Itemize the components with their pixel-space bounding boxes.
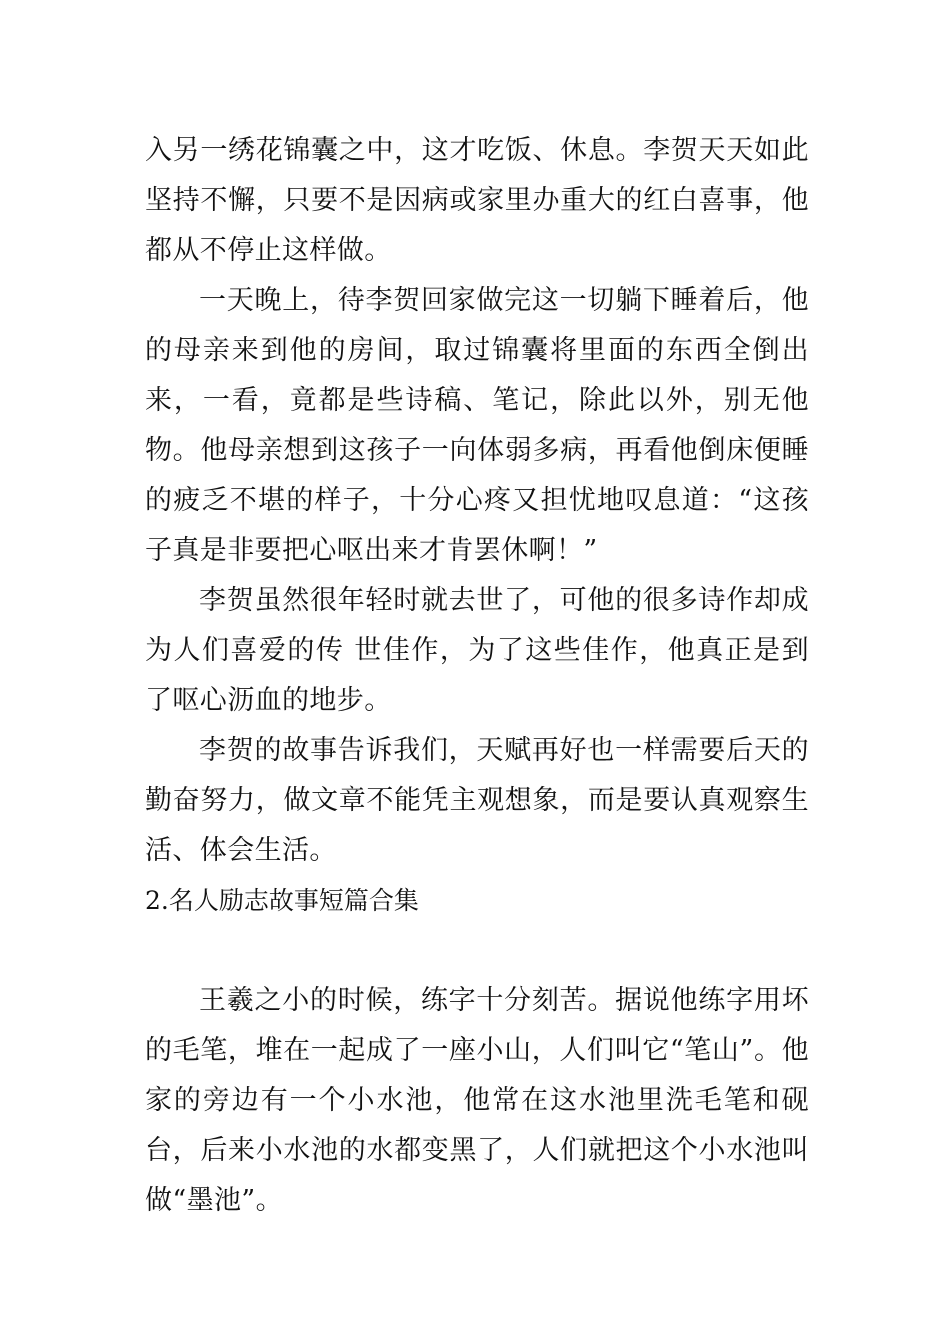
paragraph-mother-visit: 一天晚上，待李贺回家做完这一切躺下睡着后，他的母亲来到他的房间，取过锦囊将里面的东西全倒出来，一看，竟都是些诗稿、笔记，除此以外，别无他物。他母亲想到这孩子一向体弱多病，再看他倒床便睡的疲乏不堪的样子，十分心疼又担忧地叹息道：“这孩子真是非要把心呕出来才肯罢休啊！”: [145, 285, 809, 566]
paragraph-continued: 入另一绣花锦囊之中，这才吃饭、休息。李贺天天如此坚持不懈，只要不是因病或家里办重大的红白喜事，他都从不停止这样做。: [145, 135, 809, 266]
paragraph-moral: 李贺的故事告诉我们，天赋再好也一样需要后天的勤奋努力，做文章不能凭主观想象，而是要认真观察生活、体会生活。: [145, 735, 809, 866]
section-heading: 2.名人励志故事短篇合集: [145, 886, 419, 915]
blank-line: [145, 926, 809, 976]
paragraph-li-he-legacy: 李贺虽然很年轻时就去世了，可他的很多诗作却成为人们喜爱的传 世佳作，为了这些佳作，他真正是到了呕心沥血的地步。: [145, 585, 809, 716]
paragraph-wang-xizhi: 王羲之小的时候，练字十分刻苦。据说他练字用坏的毛笔，堆在一起成了一座小山，人们叫它“笔山”。他家的旁边有一个小水池，他常在这水池里洗毛笔和砚台，后来小水池的水都变黑了，人们就把这个小水池叫做“墨池”。: [145, 985, 809, 1216]
document-body: [145, 126, 809, 1226]
